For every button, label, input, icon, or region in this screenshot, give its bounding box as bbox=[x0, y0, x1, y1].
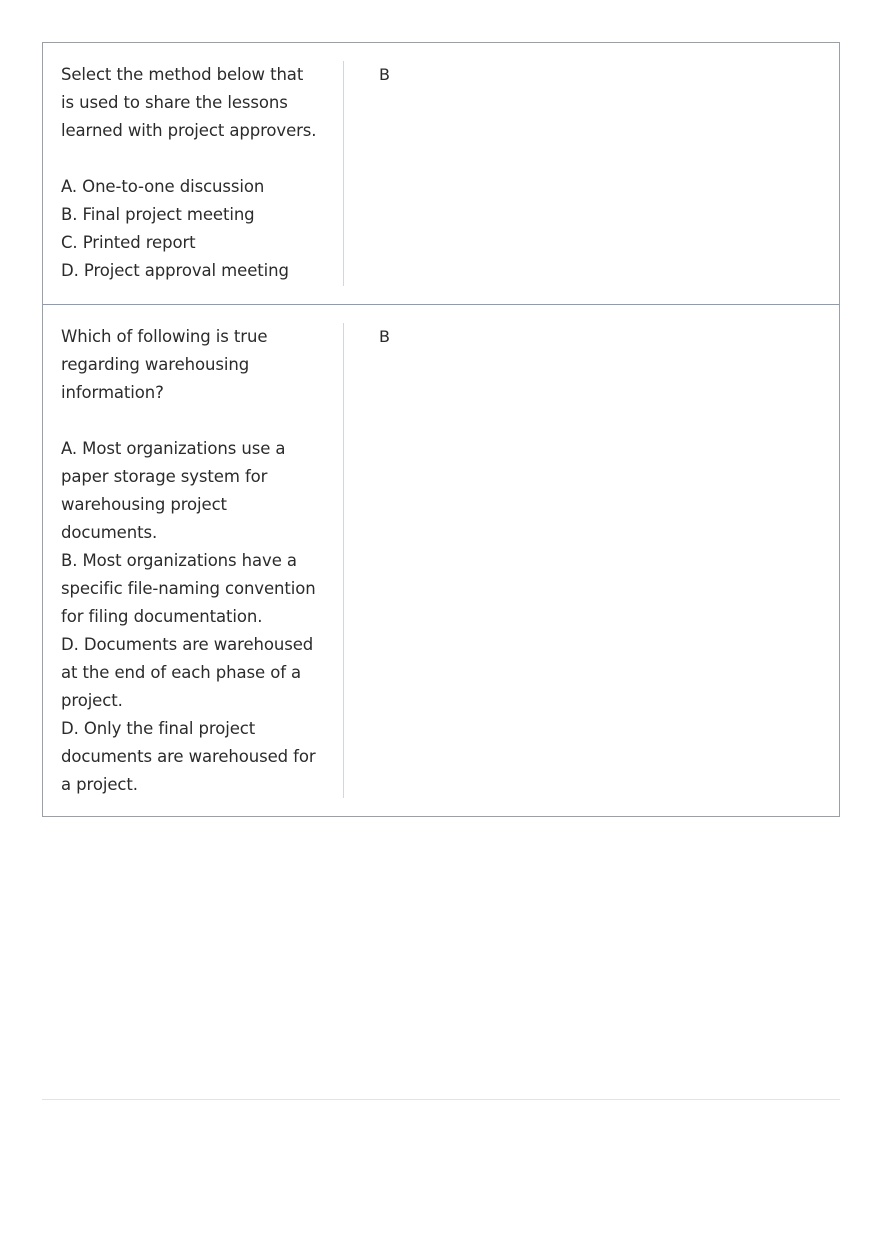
question-text bbox=[61, 61, 344, 145]
card-term bbox=[43, 43, 344, 304]
question-line: is used to share the lessons bbox=[61, 93, 288, 112]
column-divider bbox=[343, 323, 344, 798]
card-term bbox=[43, 305, 344, 816]
option-a: A. One-to-one discussion bbox=[61, 177, 265, 196]
card-answer: B bbox=[379, 327, 390, 346]
option-c: C. Printed report bbox=[61, 233, 196, 252]
question-line: information? bbox=[61, 383, 164, 402]
option-c: D. Documents are warehoused at the end of each phase of a project. bbox=[61, 635, 314, 710]
option-b: B. Final project meeting bbox=[61, 205, 255, 224]
option-d: D. Project approval meeting bbox=[61, 261, 289, 280]
option-b: B. Most organizations have a specific file-naming convention for filing documentation. bbox=[61, 551, 316, 626]
flashcard-row bbox=[43, 304, 839, 816]
question-text bbox=[61, 323, 344, 407]
flashcard-table bbox=[42, 42, 840, 817]
question-line: Which of following is true bbox=[61, 327, 268, 346]
option-d: D. Only the final project documents are warehoused for a project. bbox=[61, 719, 316, 794]
column-divider bbox=[343, 61, 344, 286]
question-line: learned with project approvers. bbox=[61, 121, 317, 140]
card-answer: B bbox=[379, 65, 390, 84]
footer-divider bbox=[42, 1099, 840, 1100]
question-line: regarding warehousing bbox=[61, 355, 250, 374]
question-line: Select the method below that bbox=[61, 65, 304, 84]
flashcard-row bbox=[43, 43, 839, 304]
option-a: A. Most organizations use a paper storage system for warehousing project documents. bbox=[61, 439, 286, 542]
